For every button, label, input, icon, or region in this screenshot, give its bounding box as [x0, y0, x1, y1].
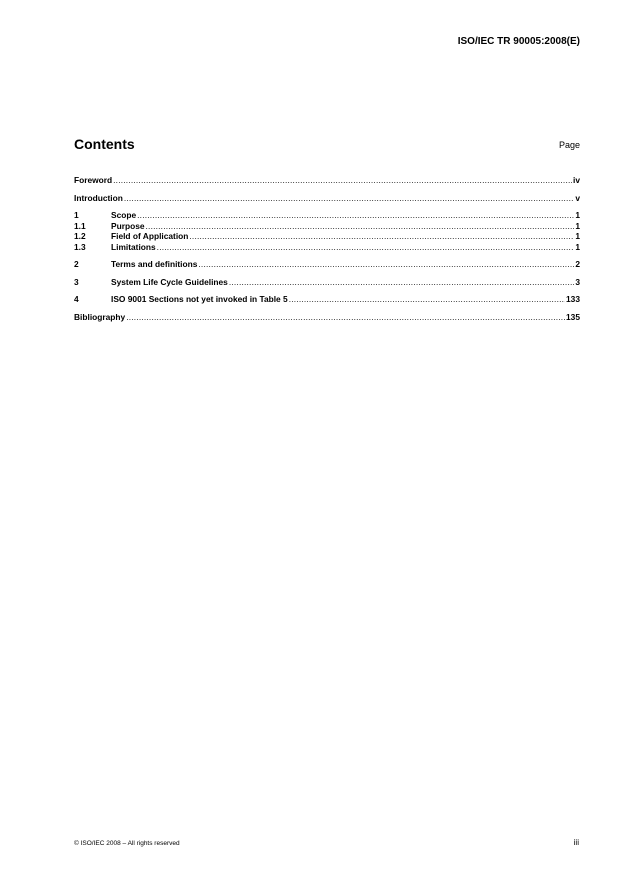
toc-entry-number: 2 — [74, 259, 79, 269]
toc-entry-title: Limitations — [111, 241, 156, 252]
document-id: ISO/IEC TR 90005:2008(E) — [457, 36, 580, 47]
page-number: iii — [573, 838, 579, 847]
toc-entry-page: 1 — [575, 220, 580, 231]
toc-entry-title: Bibliography — [74, 311, 126, 322]
toc-entry-page: 1 — [575, 210, 580, 220]
toc-entry-iso-9001-sections[interactable] — [74, 294, 580, 305]
toc-entry-number: 1.3 — [74, 241, 86, 252]
toc-entry-page: 1 — [575, 231, 580, 241]
toc-entry-title: Introduction — [74, 192, 123, 203]
toc-entry-field-of-application[interactable] — [74, 231, 580, 242]
toc-entry-title: Scope — [111, 210, 137, 220]
toc-leader — [198, 259, 574, 270]
toc-leader — [124, 193, 574, 204]
toc-leader — [146, 221, 575, 232]
toc-entry-number: 3 — [74, 276, 79, 287]
toc-entry-scope[interactable] — [74, 210, 580, 221]
toc-entry-title: ISO 9001 Sections not yet invoked in Table 5 — [111, 294, 288, 304]
toc-leader — [126, 312, 565, 323]
toc-entry-number: 1.2 — [74, 231, 86, 241]
toc-entry-page: 2 — [575, 259, 580, 269]
toc-leader — [189, 231, 574, 242]
toc-entry-page: iv — [573, 175, 580, 185]
toc-entry-introduction[interactable] — [74, 193, 580, 204]
contents-title: Contents — [74, 136, 135, 152]
toc-entry-title: Foreword — [74, 175, 113, 185]
toc-entry-bibliography[interactable] — [74, 312, 580, 323]
toc-entry-number: 1.1 — [74, 220, 86, 231]
toc-leader — [289, 294, 565, 305]
toc-entry-foreword[interactable] — [74, 175, 580, 186]
toc-entry-purpose[interactable] — [74, 221, 580, 232]
toc-leader — [157, 242, 575, 253]
toc-entry-number: 1 — [74, 210, 79, 220]
toc-leader — [113, 175, 572, 186]
toc-entry-system-life-cycle-guidelines[interactable] — [74, 277, 580, 288]
toc-leader — [137, 210, 574, 221]
toc-entry-limitations[interactable] — [74, 242, 580, 253]
toc-entry-number: 4 — [74, 294, 79, 304]
toc-entry-page: 3 — [575, 276, 580, 287]
toc-entry-page: 1 — [575, 241, 580, 252]
toc-entry-title: Purpose — [111, 220, 145, 231]
toc-entry-title: Terms and definitions — [111, 259, 198, 269]
table-of-contents — [74, 175, 580, 322]
toc-entry-title: System Life Cycle Guidelines — [111, 276, 228, 287]
toc-entry-terms-and-definitions[interactable] — [74, 259, 580, 270]
toc-leader — [229, 277, 574, 288]
toc-entry-page: 135 — [566, 311, 580, 322]
toc-entry-title: Field of Application — [111, 231, 189, 241]
toc-entry-page: v — [575, 192, 580, 203]
copyright-notice: © ISO/IEC 2008 – All rights reserved — [74, 840, 180, 847]
page-column-label: Page — [558, 140, 580, 150]
toc-entry-page: 133 — [566, 294, 580, 304]
